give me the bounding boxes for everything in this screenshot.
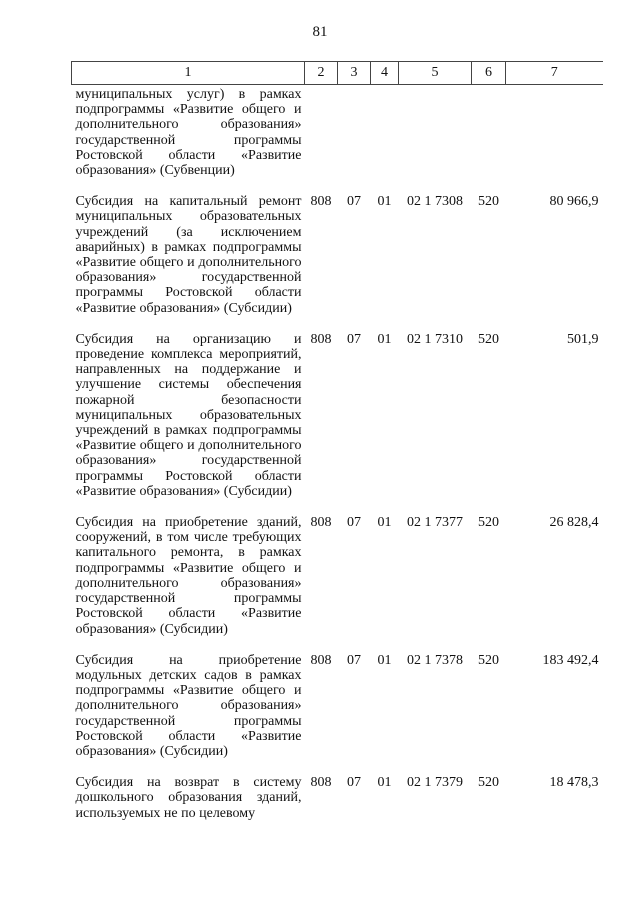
target-code [399, 85, 472, 195]
header-col-4: 4 [371, 62, 399, 85]
budget-table [71, 61, 603, 837]
header-col-6: 6 [472, 62, 506, 85]
ministry-code: 808 [310, 652, 332, 668]
ministry-code: 808 [310, 194, 332, 210]
ministry-code: 808 [310, 331, 332, 347]
target-code: 02 1 7379 [407, 775, 463, 791]
row-description: Субсидия на возврат в систему дошкольного образования зданий, используемых не по целевому [75, 775, 302, 821]
expense-type-code: 520 [478, 775, 499, 791]
subsection-code [371, 85, 399, 195]
target-code: 02 1 7377 [407, 515, 463, 531]
target-code: 02 1 7310 [407, 331, 463, 347]
table-row [72, 332, 603, 515]
page-number: 81 [312, 24, 328, 40]
subsection-code: 01 [377, 515, 392, 531]
amount: 18 478,3 [549, 775, 599, 791]
table-row [72, 194, 603, 332]
table-row [72, 653, 603, 775]
header-col-2: 2 [305, 62, 338, 85]
subsection-code: 01 [377, 194, 392, 210]
row-description: муниципальных услуг) в рамках подпрограммы «Развитие общего и дополнительного образования» государственной программы Ростовской области «Развитие образования» (Субвенции) [75, 87, 302, 179]
table-row [72, 515, 603, 653]
amount: 80 966,9 [549, 194, 599, 210]
header-col-7: 7 [506, 62, 603, 85]
header-col-5: 5 [399, 62, 472, 85]
subsection-code: 01 [377, 331, 392, 347]
target-code: 02 1 7378 [407, 652, 463, 668]
section-code: 07 [347, 194, 361, 210]
ministry-code: 808 [310, 775, 332, 791]
section-code: 07 [347, 775, 361, 791]
row-description: Субсидия на капитальный ремонт муниципальных образовательных учреждений (за исключением аварийных) в рамках подпрограммы «Развитие общего и дополнительного образования» государственной программы Ростовской области «Развитие образования» (Субсидии) [75, 194, 302, 316]
subsection-code: 01 [377, 652, 392, 668]
expense-type-code: 520 [478, 652, 499, 668]
amount: 501,9 [567, 331, 599, 347]
header-col-3: 3 [338, 62, 371, 85]
table-row [72, 85, 603, 195]
table-row [72, 775, 603, 837]
expense-type-code [472, 85, 506, 195]
ministry-code: 808 [310, 515, 332, 531]
header-col-1: 1 [72, 62, 305, 85]
expense-type-code: 520 [478, 515, 499, 531]
target-code: 02 1 7308 [407, 194, 463, 210]
amount: 183 492,4 [542, 652, 599, 668]
amount: 26 828,4 [549, 515, 599, 531]
row-description: Субсидия на приобретение зданий, сооружений, в том числе требующих капитального ремонта, в рамках подпрограммы «Развитие общего и дополнительного образования» государственной программы Ростовской области «Развитие образования» (Субсидии) [75, 515, 302, 637]
section-code: 07 [347, 331, 361, 347]
row-description: Субсидия на организацию и проведение комплекса мероприятий, направленных на поддержание и улучшение системы обеспечения пожарной безопасности муниципальных образовательных учреждений в рамках подпрограммы «Развитие общего и дополнительного образования» государственной программы Ростовской области «Развитие образования» (Субсидии) [75, 331, 302, 499]
expense-type-code: 520 [478, 331, 499, 347]
subsection-code: 01 [377, 775, 392, 791]
amount [506, 85, 603, 195]
section-code [338, 85, 371, 195]
table-header [72, 62, 603, 85]
section-code: 07 [347, 652, 361, 668]
expense-type-code: 520 [478, 194, 499, 210]
ministry-code [305, 85, 338, 195]
row-description: Субсидия на приобретение модульных детских садов в рамках подпрограммы «Развитие общего и дополнительного образования» государственной программы Ростовской области «Развитие образования» (Субсидии) [75, 652, 302, 759]
section-code: 07 [347, 515, 361, 531]
